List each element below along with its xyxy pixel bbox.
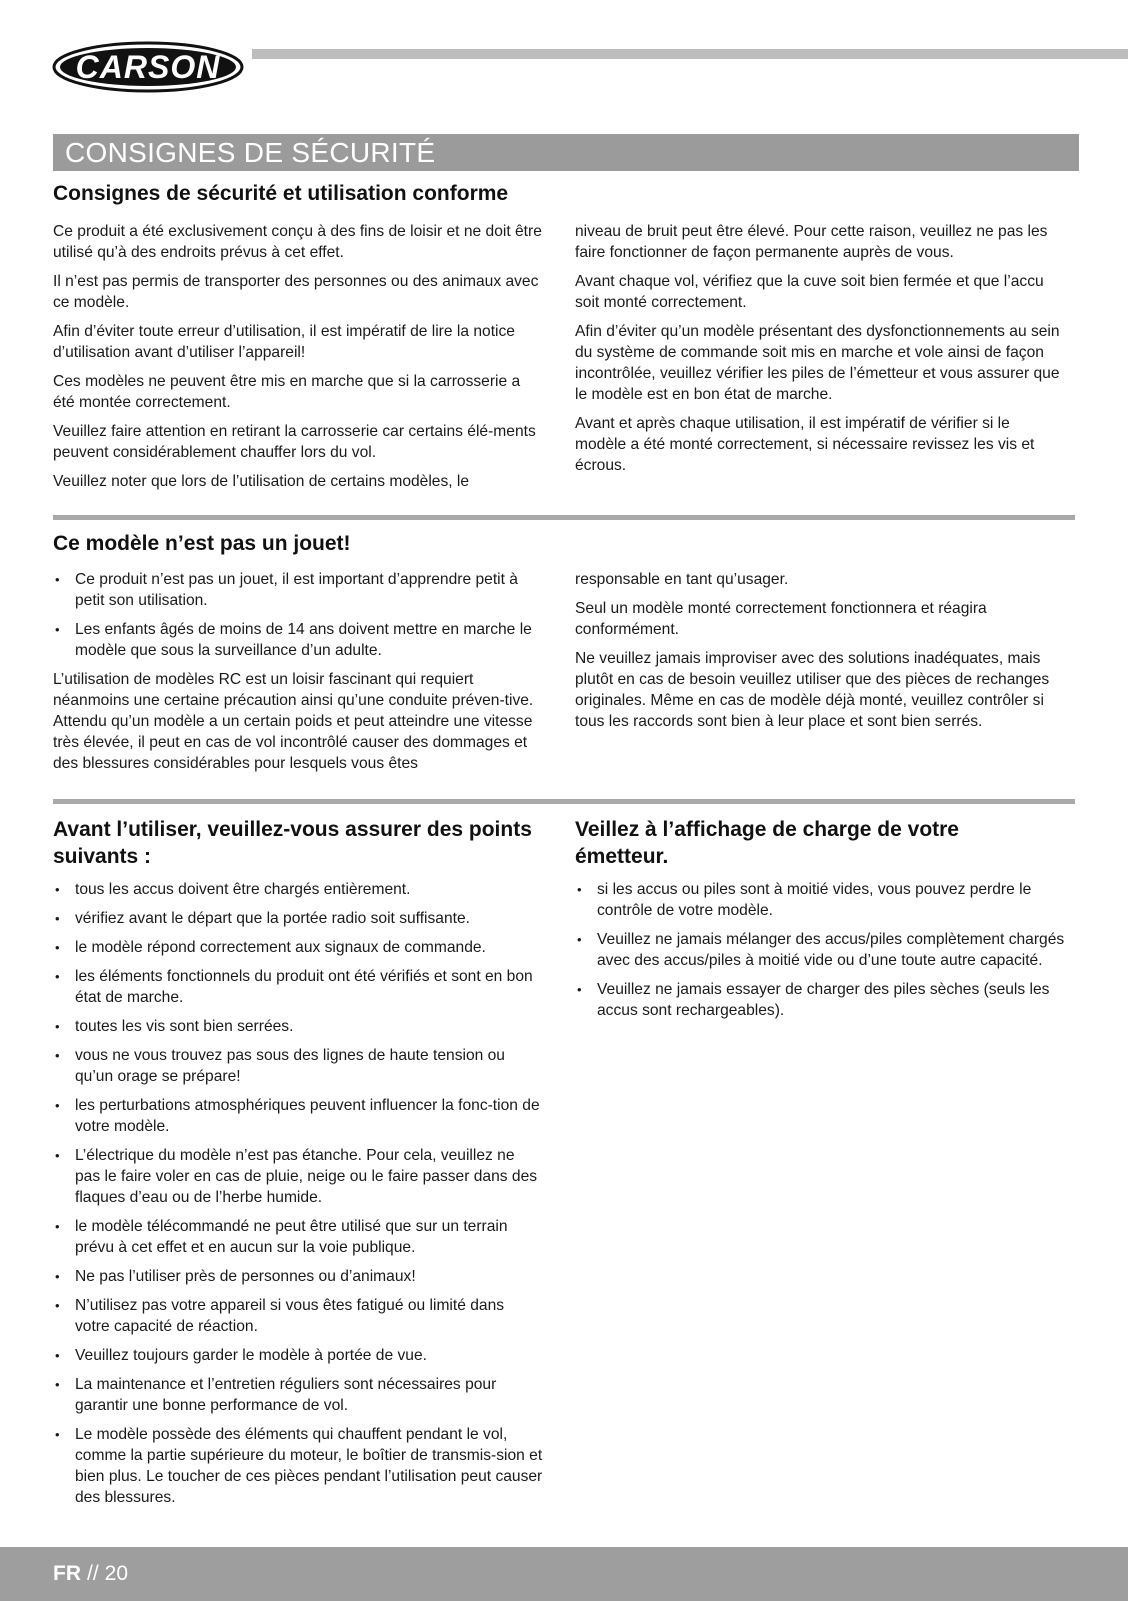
page-title: CONSIGNES DE SÉCURITÉ	[53, 134, 1079, 171]
jouet-right-column	[575, 569, 1065, 740]
section-title-jouet: Ce modèle n’est pas un jouet!	[53, 532, 351, 555]
list-item: • Ce produit n’est pas un jouet, il est important d’apprendre petit à petit son utilisation.	[53, 569, 543, 611]
bullet-list	[53, 879, 543, 1508]
bullet-list	[575, 879, 1065, 1021]
list-item: • tous les accus doivent être chargés entièrement.	[53, 879, 543, 900]
list-item: • Ne pas l’utiliser près de personnes ou d’animaux!	[53, 1266, 543, 1287]
paragraph: L’utilisation de modèles RC est un loisir fascinant qui requiert néanmoins une certaine précaution ainsi qu’une conduite préven-tive. Attendu qu’un modèle a un certain poids et peut atteindre une vitesse très élevée, il peut en cas de vol incontrôlé causer des dommages et des blessures considérables pour lesquels vous êtes	[53, 671, 534, 772]
logo-text: CARSON	[75, 49, 221, 85]
paragraph: Afin d’éviter qu’un modèle présentant des dysfonctionnements au sein du système de commande soit mis en marche et vole ainsi de façon incontrôlée, veuillez vérifier les piles de l’émetteur et vous assurer que le modèle est en bon état de marche.	[575, 323, 1060, 403]
paragraph: Veuillez faire attention en retirant la carrosserie car certains élé-ments peuvent considérablement chauffer lors du vol.	[53, 423, 536, 461]
conforme-right-column	[575, 221, 1065, 484]
paragraph: niveau de bruit peut être élevé. Pour cette raison, veuillez ne pas les faire fonctionner de façon permanente auprès de vous.	[575, 223, 1048, 261]
paragraph: Avant chaque vol, vérifiez que la cuve soit bien fermée et que l’accu soit monté correctement.	[575, 273, 1044, 311]
bullet-list	[53, 569, 543, 661]
paragraph: Avant et après chaque utilisation, il est impératif de vérifier si le modèle a été monté correctement, si nécessaire revissez les vis et écrous.	[575, 415, 1035, 474]
page-footer	[0, 1547, 1128, 1601]
list-item: • Veuillez ne jamais mélanger des accus/piles complètement chargés avec des accus/piles à moitié vide ou d’une toute autre capacité.	[575, 929, 1065, 971]
list-item: • Le modèle possède des éléments qui chauffent pendant le vol, comme la partie supérieure du moteur, le boîtier de transmis-sion et bien plus. Le toucher de ces pièces pendant l’utilisation peut causer des blessures.	[53, 1424, 543, 1508]
paragraph: Seul un modèle monté correctement fonctionnera et réagira conformément.	[575, 600, 987, 638]
footer-page-indicator	[53, 1561, 128, 1587]
footer-page-number: 20	[104, 1562, 129, 1585]
footer-separator: //	[87, 1562, 99, 1585]
footer-language: FR	[53, 1562, 81, 1585]
conforme-left-column	[53, 221, 543, 500]
list-item: • L’électrique du modèle n’est pas étanche. Pour cela, veuillez ne pas le faire voler en cas de pluie, neige ou le faire passer dans des flaques d’eau ou de l’herbe humide.	[53, 1145, 543, 1208]
list-item: • Veuillez ne jamais essayer de charger des piles sèches (seuls les accus sont rechargeables).	[575, 979, 1065, 1021]
carson-logo	[50, 38, 246, 96]
list-item: • le modèle répond correctement aux signaux de commande.	[53, 937, 543, 958]
section-divider	[53, 799, 1075, 804]
section-title-avant: Avant l’utiliser, veuillez-vous assurer des points suivants :	[53, 818, 532, 868]
list-item: • La maintenance et l’entretien réguliers sont nécessaires pour garantir une bonne performance de vol.	[53, 1374, 543, 1416]
section-divider	[53, 515, 1075, 520]
jouet-left-column	[53, 569, 543, 782]
paragraph: Il n’est pas permis de transporter des personnes ou des animaux avec ce modèle.	[53, 273, 539, 311]
avant-column	[53, 879, 543, 1516]
paragraph: Afin d’éviter toute erreur d’utilisation, il est impératif de lire la notice d’utilisation avant d’utiliser l’appareil!	[53, 323, 515, 361]
paragraph: Ne veuillez jamais improviser avec des solutions inadéquates, mais plutôt en cas de besoin veuillez utiliser que des pièces de rechanges originales. Même en cas de modèle déjà monté, veuillez contrôler si tous les raccords sont bien à leur place et sont bien serrés.	[575, 650, 1050, 730]
list-item: • vous ne vous trouvez pas sous des lignes de haute tension ou qu’un orage se prépare!	[53, 1045, 543, 1087]
paragraph: Veuillez noter que lors de l’utilisation de certains modèles, le	[53, 473, 470, 490]
section-title-conforme: Consignes de sécurité et utilisation conforme	[53, 182, 509, 205]
list-item: • les éléments fonctionnels du produit ont été vérifiés et sont en bon état de marche.	[53, 966, 543, 1008]
charge-column	[575, 879, 1065, 1029]
list-item: • N’utilisez pas votre appareil si vous êtes fatigué ou limité dans votre capacité de réaction.	[53, 1295, 543, 1337]
list-item: • toutes les vis sont bien serrées.	[53, 1016, 543, 1037]
list-item: • Les enfants âgés de moins de 14 ans doivent mettre en marche le modèle que sous la surveillance d’un adulte.	[53, 619, 543, 661]
list-item: • les perturbations atmosphériques peuvent influencer la fonc-tion de votre modèle.	[53, 1095, 543, 1137]
list-item: • vérifiez avant le départ que la portée radio soit suffisante.	[53, 908, 543, 929]
paragraph: Ce produit a été exclusivement conçu à des fins de loisir et ne doit être utilisé qu’à des endroits prévus à cet effet.	[53, 223, 542, 261]
carson-logo-graphic	[50, 38, 246, 96]
header-rule	[252, 49, 1128, 59]
section-title-charge: Veillez à l’affichage de charge de votre émetteur.	[575, 818, 959, 868]
list-item: • Veuillez toujours garder le modèle à portée de vue.	[53, 1345, 543, 1366]
list-item: • si les accus ou piles sont à moitié vides, vous pouvez perdre le contrôle de votre modèle.	[575, 879, 1065, 921]
list-item: • le modèle télécommandé ne peut être utilisé que sur un terrain prévu à cet effet et en aucun sur la voie publique.	[53, 1216, 543, 1258]
paragraph: responsable en tant qu’usager.	[575, 571, 789, 588]
paragraph: Ces modèles ne peuvent être mis en marche que si la carrosserie a été montée correctement.	[53, 373, 521, 411]
